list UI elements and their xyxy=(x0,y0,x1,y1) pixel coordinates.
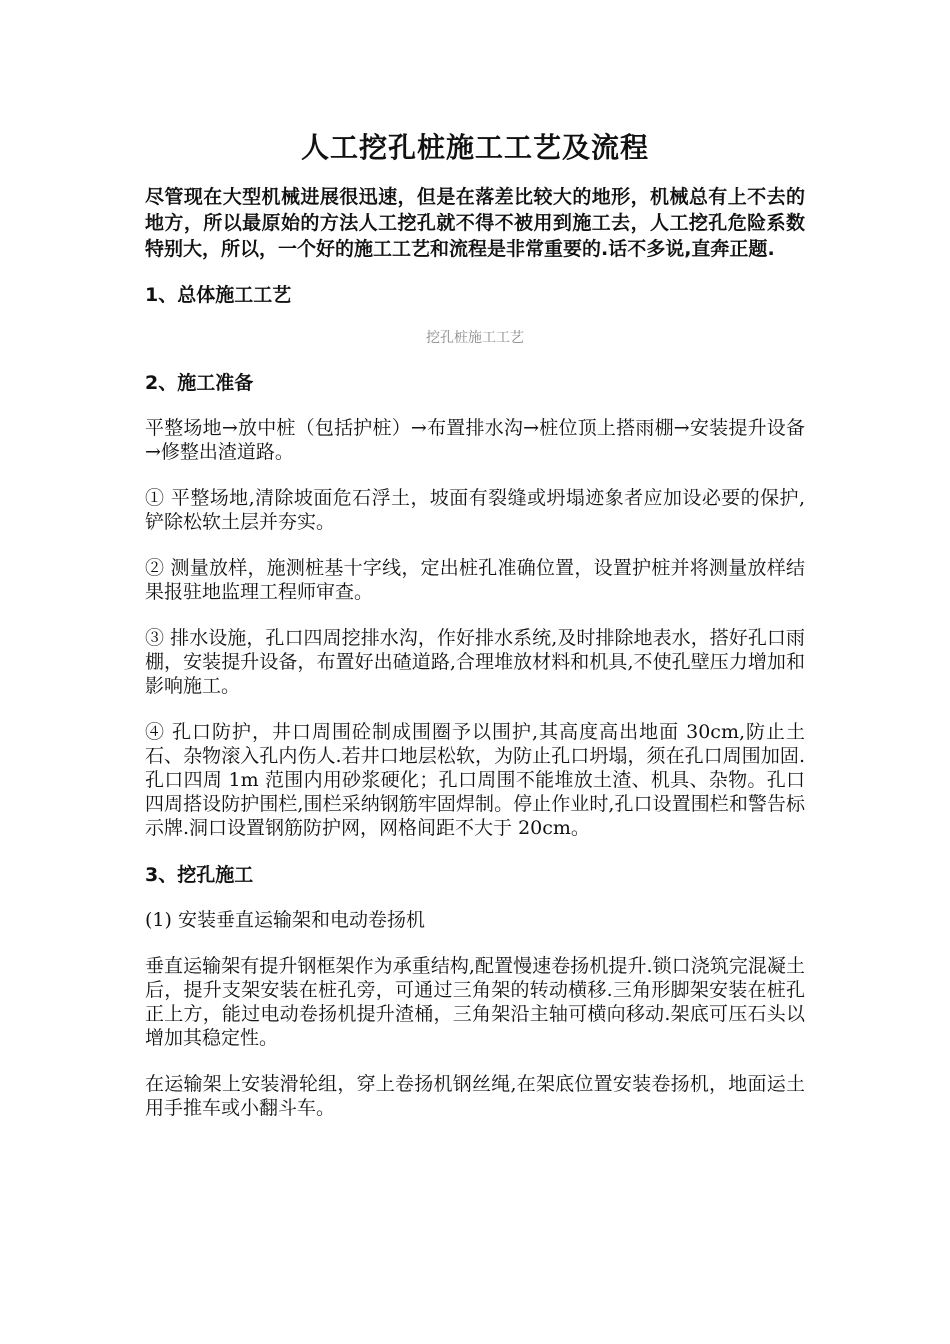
preparation-item-1: ① 平整场地,清除坡面危石浮土，坡面有裂缝或坍塌迹象者应加设必要的保护,铲除松软土层并夯实。 xyxy=(145,487,805,533)
section-3-subheading: (1) 安装垂直运输架和电动卷扬机 xyxy=(145,909,425,931)
image-caption: 挖孔桩施工工艺 xyxy=(426,330,524,346)
section-1-heading: 1、总体施工工艺 xyxy=(145,284,292,306)
intro-paragraph: 尽管现在大型机械进展很迅速，但是在落差比较大的地形，机械总有上不去的地方，所以最原始的方法人工挖孔就不得不被用到施工去，人工挖孔危险系数特别大，所以，一个好的施工工艺和流程是非常重要的.话不多说,直奔正题. xyxy=(145,186,805,260)
preparation-flow: 平整场地→放中桩（包括护桩）→布置排水沟→桩位顶上搭雨棚→安装提升设备→修整出渣道路。 xyxy=(145,417,805,463)
excavation-paragraph-1: 垂直运输架有提升钢框架作为承重结构,配置慢速卷扬机提升.锁口浇筑完混凝土后，提升支架安装在桩孔旁，可通过三角架的转动横移.三角形脚架安装在桩孔正上方，能过电动卷扬机提升渣桶，三角架沿主轴可横向移动.架底可压石头以增加其稳定性。 xyxy=(145,955,805,1049)
excavation-paragraph-2: 在运输架上安装滑轮组，穿上卷扬机钢丝绳,在架底位置安装卷扬机，地面运土用手推车或小翻斗车。 xyxy=(145,1073,805,1119)
section-3-heading: 3、挖孔施工 xyxy=(145,864,254,886)
document-title: 人工挖孔桩施工工艺及流程 xyxy=(300,131,649,164)
preparation-item-2: ② 测量放样，施测桩基十字线，定出桩孔准确位置，设置护桩并将测量放样结果报驻地监理工程师审查。 xyxy=(145,557,805,603)
section-2-heading: 2、施工准备 xyxy=(145,372,254,394)
preparation-item-3: ③ 排水设施，孔口四周挖排水沟，作好排水系统,及时排除地表水，搭好孔口雨棚，安装提升设备，布置好出碴道路,合理堆放材料和机具,不使孔壁压力增加和影响施工。 xyxy=(145,627,805,697)
document-page xyxy=(145,128,805,1142)
preparation-item-4: ④ 孔口防护，井口周围砼制成围圈予以围护,其高度高出地面 30cm,防止土石、杂物滚入孔内伤人.若井口地层松软，为防止孔口坍塌，须在孔口周围加固.孔口四周 1m 范围内用砂浆硬化；孔口周围不能堆放土渣、机具、杂物。孔口四周搭设防护围栏,围栏采纳钢筋牢固焊制。停止作业时,孔口设置围栏和警告标示牌.洞口设置钢筋防护网，网格间距不大于 20cm。 xyxy=(145,721,805,839)
